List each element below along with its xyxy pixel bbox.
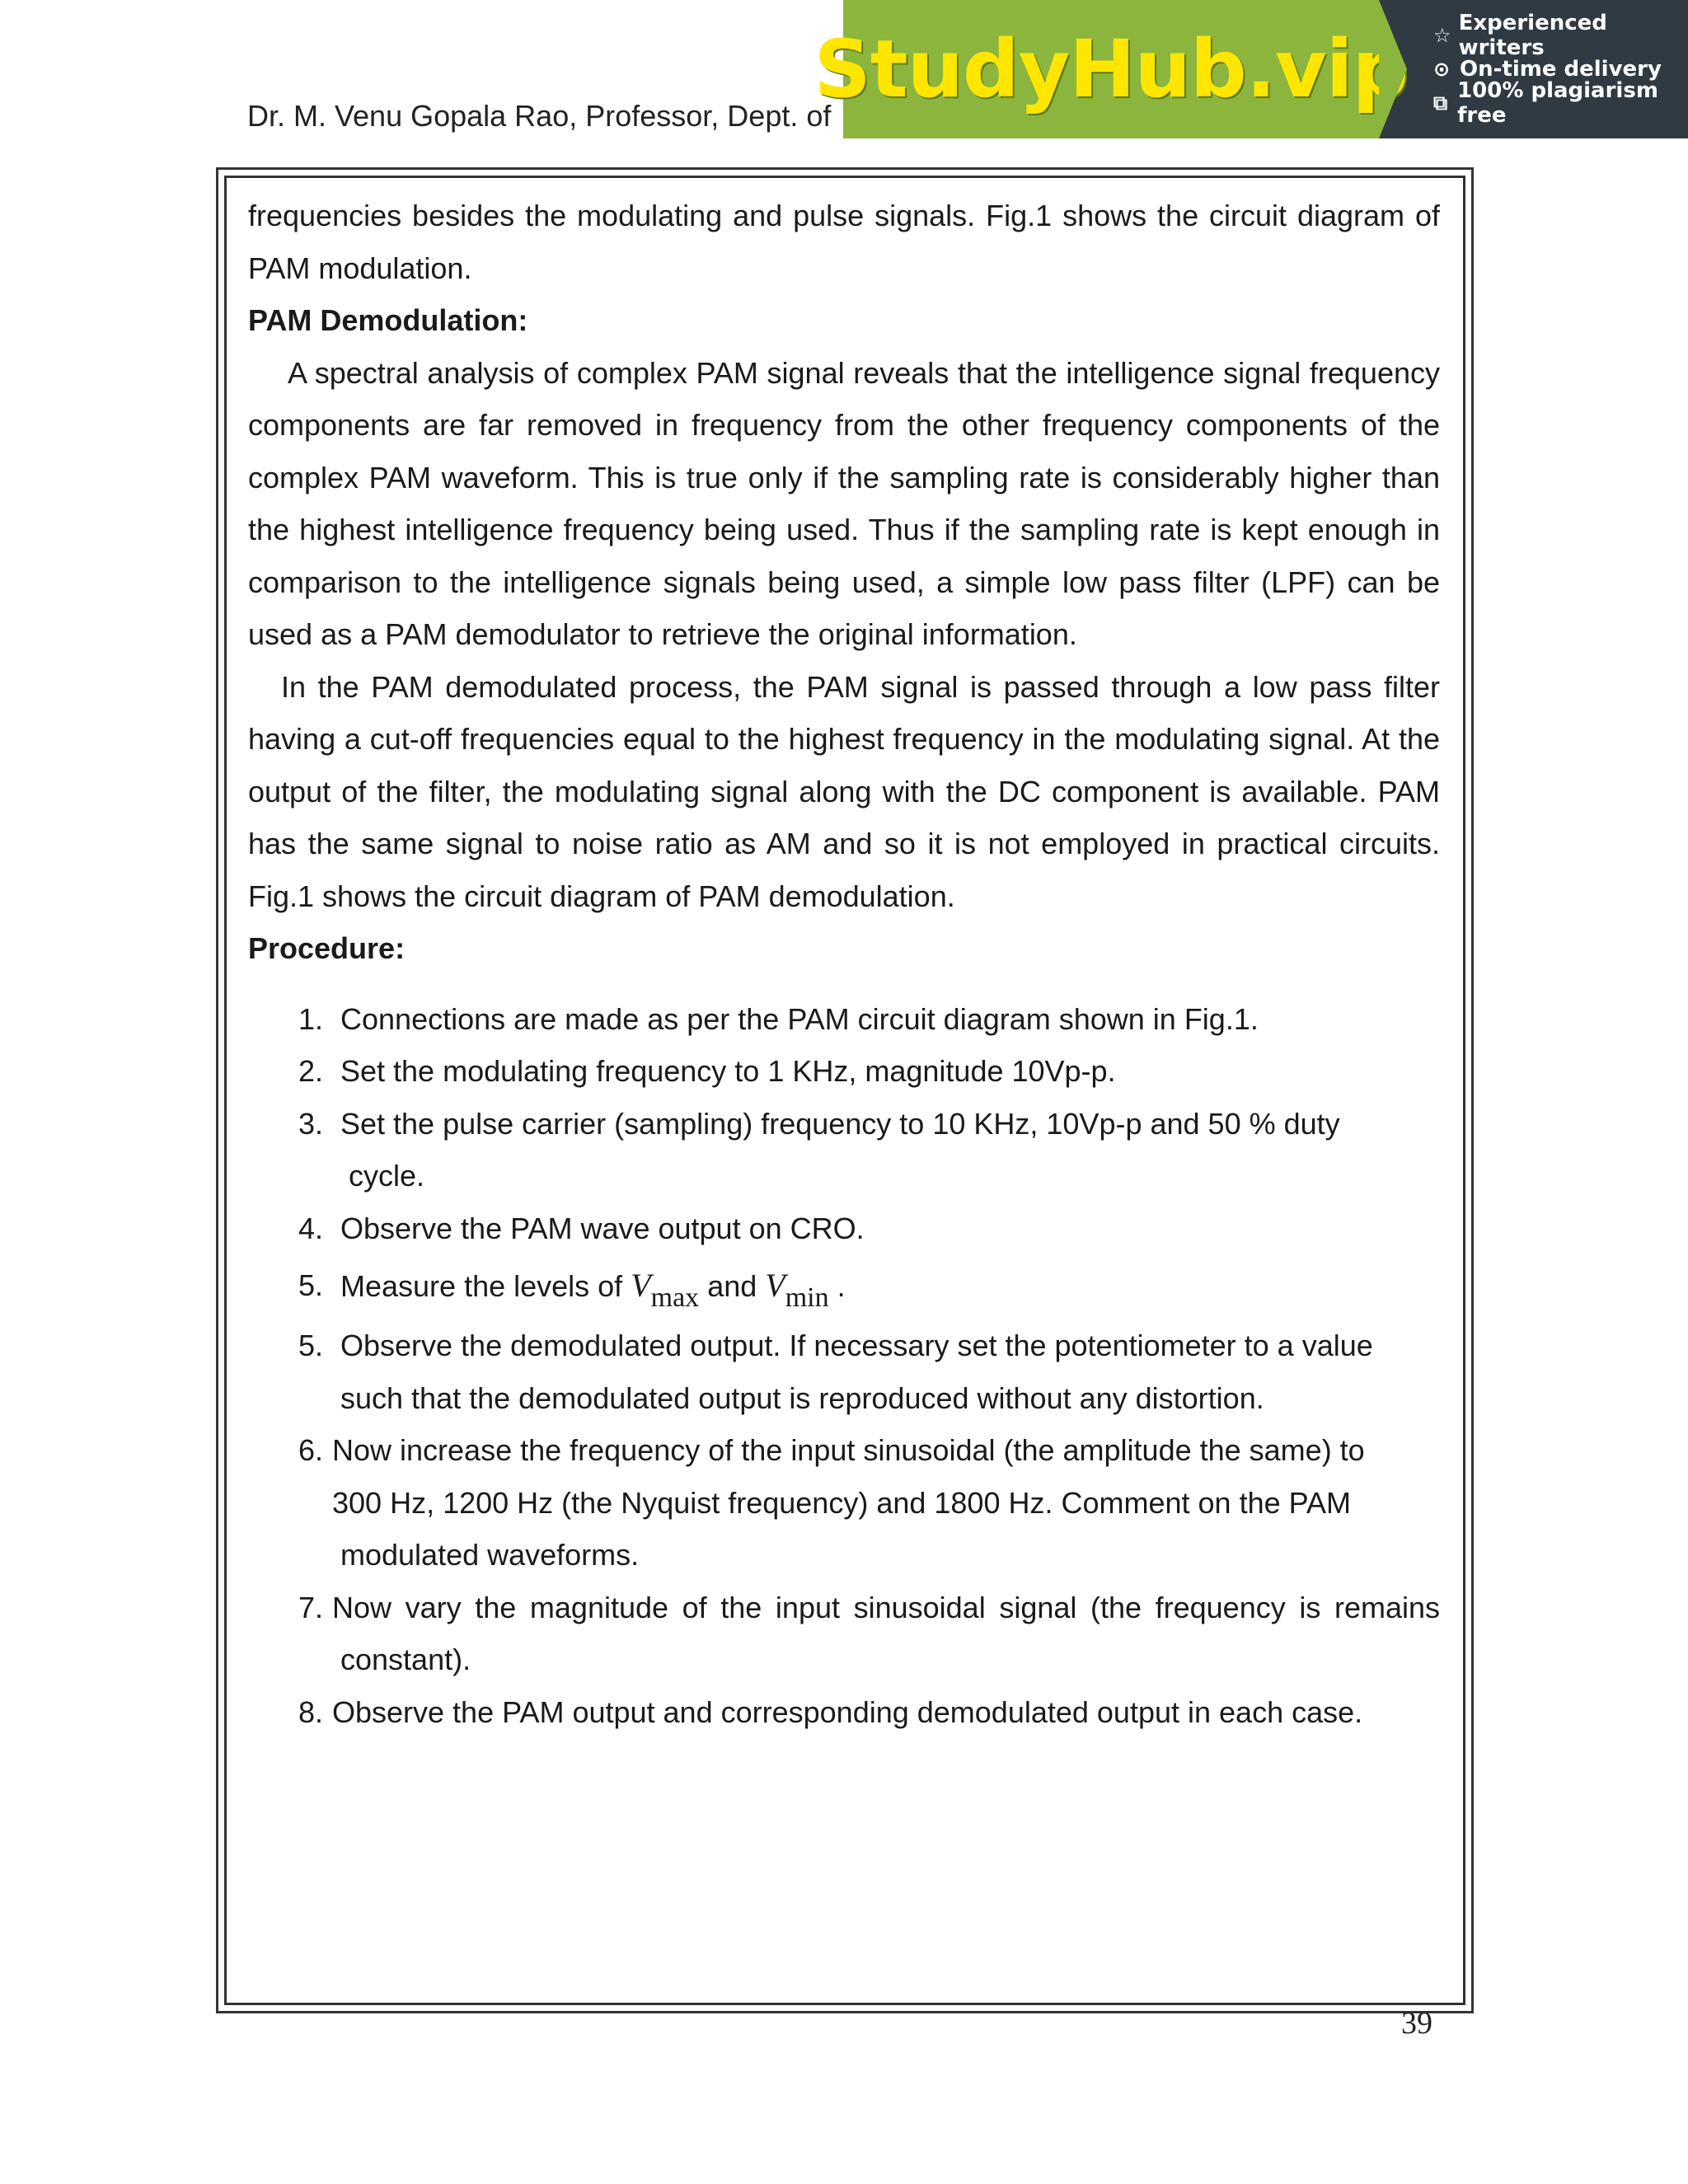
banner-feature-plagiarism [1433, 77, 1688, 128]
procedure-step [248, 1202, 1440, 1255]
step-number: 4. [298, 1211, 324, 1245]
banner-feature-label: Experienced writers [1458, 10, 1607, 60]
step-text-continued: modulated waveforms. [340, 1538, 640, 1572]
star-outline-icon: ☆ [1433, 23, 1451, 47]
step-number: 1. [298, 1001, 324, 1036]
step-text-continued: 300 Hz, 1200 Hz (the Nyquist frequency) and 1800 Hz. Comment on the PAM [332, 1485, 1351, 1520]
vmax-subscript: max [650, 1282, 700, 1313]
intro-paragraph: frequencies besides the modulating and pulse signals. Fig.1 shows the circuit diagram of PAM modulation. [248, 199, 1440, 285]
vmin-symbol: V [765, 1267, 785, 1304]
procedure-step [248, 1319, 1440, 1424]
page-content [248, 190, 1440, 1738]
step-text-and: and [707, 1269, 757, 1303]
step-number: 3. [298, 1106, 324, 1141]
procedure-step [248, 1424, 1440, 1582]
section-heading-demodulation: PAM Demodulation: [248, 303, 528, 337]
procedure-step [248, 1254, 1440, 1319]
step-number: 5. [298, 1329, 324, 1362]
procedure-step [248, 993, 1440, 1046]
vmax-symbol: V [631, 1267, 651, 1304]
banner-feature-writers [1433, 10, 1688, 60]
procedure-step [248, 1045, 1440, 1098]
studyhub-logo[interactable]: StudyHub.vip [814, 23, 1409, 115]
banner-feature-label: 100% plagiarism free [1457, 77, 1658, 128]
step-number: 7. [298, 1590, 324, 1624]
step-text-continued: cycle. [349, 1159, 425, 1193]
step-number: 5. [298, 1268, 324, 1302]
step-text: Connections are made as per the PAM circuit diagram shown in Fig.1. [340, 1001, 1259, 1036]
page-number: 39 [1401, 2006, 1432, 2041]
step-text: Observe the PAM wave output on CRO. [340, 1211, 865, 1245]
procedure-step [248, 1098, 1440, 1202]
banner-logo-panel[interactable] [814, 0, 1409, 138]
step-text-continued: such that the demodulated output is reproduced without any distortion. [340, 1380, 1264, 1415]
step-text: Observe the PAM output and corresponding demodulated output in each case. [332, 1694, 1363, 1729]
demodulation-paragraph-1: A spectral analysis of complex PAM signal reveals that the intelligence signal frequency components are far removed in frequency from the other frequency components of the complex PAM waveform. This is true only if the sampling rate is considerably higher than the highest intelligence frequency being used. Thus if the sampling rate is kept enough in comparison to the intelligence signals being used, a simple low pass filter (LPF) can be used as a PAM demodulator to retrieve the original information. [248, 355, 1440, 651]
step-text: Set the pulse carrier (sampling) frequency to 10 KHz, 10Vp-p and 50 % duty [340, 1106, 1340, 1141]
step-text: Now vary the magnitude of the input sinusoidal signal (the frequency is remains [332, 1590, 1440, 1624]
author-header: Dr. M. Venu Gopala Rao, Professor, Dept. of [247, 99, 832, 133]
step-text: Observe the demodulated output. If necessary set the potentiometer to a value [340, 1329, 1373, 1362]
step-text: Measure the levels of [340, 1269, 623, 1303]
banner-feature-label: On-time delivery [1460, 56, 1662, 82]
step-text-period: . [837, 1269, 846, 1303]
copy-check-icon: ⧉ [1433, 91, 1448, 115]
studyhub-banner[interactable] [814, 0, 1688, 138]
vmin-subscript: min [785, 1282, 829, 1313]
section-heading-procedure: Procedure: [248, 931, 406, 965]
procedure-list [248, 993, 1440, 1739]
step-number: 8. [298, 1694, 324, 1729]
step-number: 2. [298, 1054, 324, 1088]
step-text: Set the modulating frequency to 1 KHz, magnitude 10Vp-p. [340, 1054, 1116, 1088]
banner-features-panel [1379, 0, 1688, 138]
procedure-step [248, 1582, 1440, 1686]
step-text: Now increase the frequency of the input sinusoidal (the amplitude the same) to [332, 1433, 1365, 1467]
step-text-continued: constant). [340, 1643, 471, 1676]
clock-icon: ⊙ [1433, 57, 1451, 81]
step-number: 6. [298, 1433, 324, 1467]
demodulation-paragraph-2: In the PAM demodulated process, the PAM signal is passed through a low pass filter having a cut-off frequencies equal to the highest frequency in the modulating signal. At the output of the filter, the modulating signal along with the DC component is available. PAM has the same signal to noise ratio as AM and so it is not employed in practical circuits. Fig.1 shows the circuit diagram of PAM demodulation. [248, 669, 1440, 913]
procedure-step [248, 1686, 1440, 1739]
